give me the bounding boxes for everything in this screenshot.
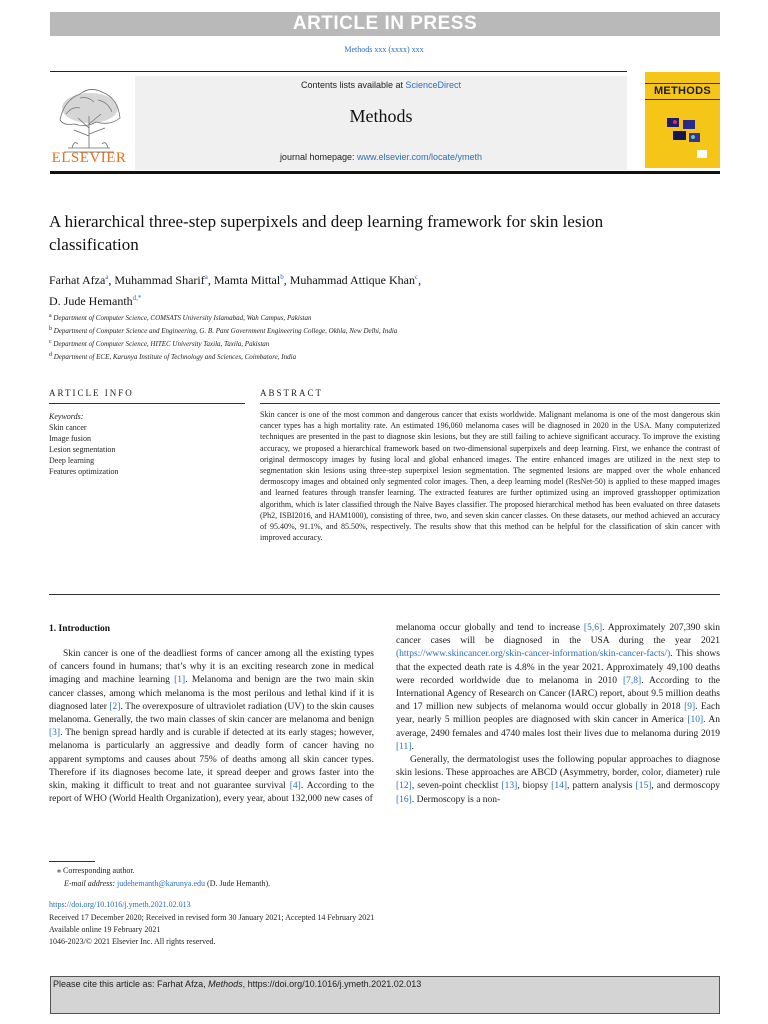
body-text: , and dermoscopy	[651, 781, 721, 792]
citation-link[interactable]: [15]	[635, 781, 652, 792]
body-text: . According to the report of WHO (World Health Organization), every year, about 132,000 new cases of	[49, 781, 374, 805]
body-column-left	[49, 648, 374, 806]
citation-link[interactable]: [2]	[109, 701, 121, 712]
author-separator: ,	[108, 273, 115, 287]
body-text: , pattern analysis	[566, 781, 636, 792]
author-list	[49, 268, 669, 310]
email-suffix: (D. Jude Hemanth).	[205, 879, 271, 888]
author-name[interactable]: D. Jude Hemanth	[49, 294, 133, 308]
cover-title: METHODS	[653, 85, 712, 97]
citation-link[interactable]: [14]	[551, 781, 567, 792]
journal-name: Methods	[349, 106, 413, 126]
body-text: Generally, the dermatologist uses the following popular approaches to diagnose skin lesions. These approaches are ABCD (Asymmetry, border, color, diameter) rule	[396, 755, 720, 779]
cite-prefix: Please cite this article as: Farhat Afza,	[53, 979, 209, 989]
body-text: . According to the International Agency of Research on Cancer (IARC) report, about 9.5 million deaths and 17 million new subjects of melanoma would occur globally in 2018	[396, 675, 720, 713]
abstract-bottom-rule	[49, 594, 720, 595]
author-name[interactable]: Muhammad Attique Khan	[289, 273, 416, 287]
masthead-bottom-rule	[50, 171, 720, 174]
abstract-heading: ABSTRACT	[260, 388, 324, 398]
citation-link[interactable]: [1]	[174, 675, 186, 686]
footnote-rule	[49, 861, 95, 862]
author-name[interactable]: Mamta Mittal	[213, 273, 281, 287]
cite-journal: Methods	[208, 979, 243, 989]
keywords-block	[49, 411, 245, 477]
body-text: . Dermoscopy is a non-	[411, 794, 501, 805]
citation-link[interactable]: [4]	[289, 781, 301, 792]
doi-link[interactable]: https://doi.org/10.1016/j.ymeth.2021.02.013	[49, 900, 191, 909]
affiliation-text: Department of Computer Science, HITEC University Taxila, Taxila, Pakistan	[53, 340, 270, 348]
author-affiliation-marker[interactable]: a	[204, 273, 208, 281]
cover-illustration-icon	[653, 104, 713, 164]
cite-this-article-text	[53, 979, 421, 989]
keyword-item: Deep learning	[49, 456, 95, 465]
journal-homepage-link[interactable]: www.elsevier.com/locate/ymeth	[357, 152, 483, 162]
body-text: melanoma occur globally and tend to increase	[396, 623, 584, 633]
citation-link[interactable]: [9]	[684, 702, 696, 713]
affiliation-list	[49, 311, 689, 363]
body-column-right	[396, 622, 720, 807]
keyword-item: Features optimization	[49, 467, 119, 476]
citation-link[interactable]: [5,6]	[583, 623, 603, 633]
body-text: , biopsy	[517, 781, 552, 792]
keyword-item: Image fusion	[49, 434, 91, 443]
citation-link[interactable]: [11]	[396, 741, 412, 752]
affiliation-item	[49, 337, 689, 350]
affiliation-marker: d	[49, 352, 52, 358]
citation-link[interactable]: [7,8]	[622, 675, 642, 686]
affiliation-marker: c	[49, 339, 52, 345]
keyword-item: Skin cancer	[49, 423, 87, 432]
author-name[interactable]: Muhammad Sharif	[114, 273, 205, 287]
sciencedirect-link[interactable]: ScienceDirect	[405, 80, 462, 90]
author-affiliation-marker[interactable]: b	[280, 273, 284, 281]
affiliation-text: Department of ECE, Karunya Institute of Technology and Sciences, Coimbatore, India	[53, 353, 297, 361]
journal-citation-line[interactable]: Methods xxx (xxxx) xxx	[344, 45, 424, 54]
affiliation-text: Department of Computer Science and Engineering, G. B. Pant Government Engineering College, Okhla, New Delhi, India	[53, 327, 398, 335]
affiliation-marker: a	[49, 313, 52, 319]
email-link[interactable]: judehemanth@karunya.edu	[117, 879, 206, 888]
affiliation-text: Department of Computer Science, COMSATS University Islamabad, Wah Campus, Pakistan	[53, 314, 312, 322]
keyword-item: Lesion segmentation	[49, 445, 116, 454]
author-affiliation-marker[interactable]: d,*	[132, 294, 142, 302]
abstract-text: Skin cancer is one of the most common and dangerous cancer that exists worldwide. Malignant melanoma is one of the most dangerous skin cancer types has a high mortality rate. An estimated 196,060 melanoma cases will be diagnosed in 2020 in the USA. Many computerized techniques are presented in the past to diagnose skin lesions, but they are still failing to achieve significant accuracy. To improve the existing accuracy, we proposed a hierarchical framework based on two-dimensional superpixels and deep learning. First, we enhance the contrast of original dermoscopy images by fusing local and global enhanced images. The entire enhanced images are utilized in the next step to segmentation skin lesions using three-step superpixel lesion segmentation. The segmented lesions are mapped over the whole enhanced dermoscopy images and obtained only segmented color images. Then, a deep learning model (ResNet-50) is applied to these mapped images and learned features through transfer learning. The extracted features are further optimized using an improved grasshopper optimization algorithm, which is later classified through the Naïve Bayes classifier. The proposed hierarchical method has been evaluated on three datasets (Ph2, ISBI2016, and HAM1000), consisting of three, two, and seven skin cancer classes. On these datasets, our method achieved an accuracy of 95.40%, 91.1%, and 85.50%, respectively. The results show that this method can be helpful for the classification of skin cancer with improved accuracy.	[260, 410, 720, 543]
homepage-prefix: journal homepage:	[279, 152, 357, 162]
received-dates: Received 17 December 2020; Received in revised form 30 January 2021; Accepted 14 February 2021	[49, 913, 375, 922]
affiliation-marker: b	[49, 326, 52, 332]
abstract-rule	[260, 403, 720, 404]
email-label: E-mail address:	[64, 879, 118, 888]
article-title: A hierarchical three-step superpixels and deep learning framework for skin lesion classification	[49, 212, 604, 254]
masthead-top-rule	[50, 71, 627, 72]
citation-link[interactable]: [3]	[49, 728, 61, 739]
contents-prefix: Contents lists available at	[300, 80, 406, 90]
body-paragraph	[396, 622, 720, 754]
body-text: . The overexposure of ultraviolet radiation (UV) to the skin causes melanoma. Generally, the two main classes of skin cancer are melanoma and benign	[49, 701, 374, 726]
cite-suffix: , https://doi.org/10.1016/j.ymeth.2021.02.013	[242, 979, 422, 989]
publisher-wordmark: ELSEVIER	[51, 150, 127, 166]
author-separator: ,	[283, 273, 290, 287]
body-paragraph	[396, 754, 720, 807]
article-info-heading: ARTICLE INFO	[49, 388, 134, 398]
body-text: Skin cancer is one of the deadliest forms of cancer among all the existing types of cancers found in humans; that’s why it is an exciting research zone in medical imaging and machine learning	[49, 649, 374, 686]
author-affiliation-marker[interactable]: c	[415, 273, 419, 281]
available-online-date: Available online 19 February 2021	[49, 925, 161, 934]
author-separator: ,	[418, 273, 422, 287]
author-separator: ,	[207, 273, 214, 287]
copyright-line: 1046-2023/© 2021 Elsevier Inc. All rights reserved.	[49, 937, 216, 946]
body-text: . Each year, nearly 5 million peoples are diagnosed with skin cancer in America	[396, 702, 720, 726]
journal-cover-image[interactable]	[645, 72, 720, 168]
citation-link[interactable]: [16]	[396, 794, 412, 805]
section-heading-introduction: 1. Introduction	[49, 624, 111, 634]
email-footnote	[64, 879, 270, 888]
contents-available-line	[135, 80, 627, 90]
affiliation-item	[49, 311, 689, 324]
author-affiliation-marker[interactable]: a	[105, 273, 109, 281]
body-text: . This shows that the expected death rate is 4.8% in the year 2021. Approximately 49,100 deaths were recorded worldwide due to melanoma in 2010	[396, 649, 720, 686]
affiliation-item	[49, 324, 689, 337]
article-info-rule	[49, 403, 245, 404]
article-in-press-banner: ARTICLE IN PRESS	[50, 12, 720, 36]
citation-link[interactable]: [12]	[396, 781, 412, 792]
citation-link[interactable]: [10]	[687, 715, 704, 726]
affiliation-item	[49, 350, 689, 363]
citation-link[interactable]: [13]	[501, 781, 518, 792]
body-text: . Approximately 207,390 skin cancer cases will be diagnosed in the USA during the year 2021	[396, 623, 721, 647]
body-text: , seven-point checklist	[411, 781, 502, 792]
keywords-label: Keywords:	[49, 412, 84, 421]
author-name[interactable]: Farhat Afza	[49, 273, 106, 287]
body-text: . An average, 2490 females and 4740 males lost their lives due to melanoma during 2019	[396, 715, 721, 739]
corresponding-author-note: ⁎ Corresponding author.	[57, 866, 135, 875]
journal-homepage-line	[135, 152, 627, 162]
url-link[interactable]: (https://www.skincancer.org/skin-cancer-information/skin-cancer-facts/)	[396, 649, 671, 660]
body-text: . Melanoma and benign are the two main skin cancer classes, among which melanoma is the most perilous and lethal kind if it is diagnosed later	[49, 675, 374, 712]
body-text: .	[411, 741, 414, 752]
body-text: . The benign spread hardly and is curable if detected at its early stages; however, melanoma is particularly an aggressive and deadly form of cancer having no apparent symptoms and causes about 75% of deaths among all skin cancer types. Therefore if its diagnoses become late, it spread deeper and grows faster into the skin, making it difficult to treat and not guarantee survival	[49, 728, 374, 792]
